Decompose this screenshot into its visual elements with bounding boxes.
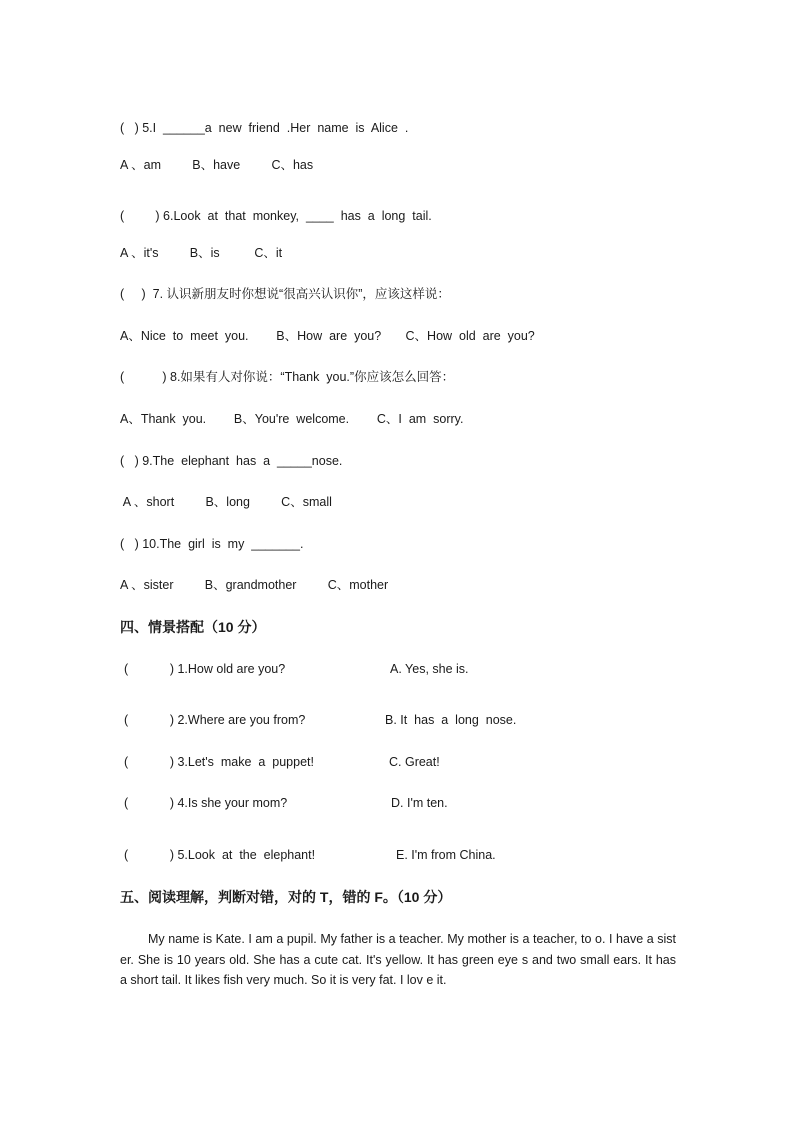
match-option-e: E. I'm from China.: [396, 848, 496, 862]
question-7-stem: ( ) 7. 认识新朋友时你想说“很高兴认识你”，应该这样说：: [120, 287, 450, 301]
match-item-3-question: ( ) 3.Let's make a puppet!: [124, 755, 314, 769]
match-item-2-question: ( ) 2.Where are you from?: [124, 713, 306, 727]
reading-passage: [120, 929, 676, 991]
match-option-c: C. Great!: [389, 755, 440, 769]
question-8-options: A、Thank you. B、You're welcome. C、I am sorry.: [120, 412, 464, 426]
question-9-options: A 、short B、long C、small: [120, 495, 332, 509]
question-7-options: A、Nice to meet you. B、How are you? C、How old are you?: [120, 329, 535, 343]
match-item-4-question: ( ) 4.Is she your mom?: [124, 796, 288, 810]
question-6-options: A 、it's B、is C、it: [120, 246, 283, 260]
match-item-5-question: ( ) 5.Look at the elephant!: [124, 848, 316, 862]
match-item-1-question: ( ) 1.How old are you?: [124, 662, 286, 676]
question-6-stem: ( ) 6.Look at that monkey, ____ has a long tail.: [120, 209, 432, 223]
section-4-heading: 四、情景搭配（10 分）: [120, 619, 266, 635]
question-5-stem: ( ) 5.I ______a new friend .Her name is Alice .: [120, 121, 409, 135]
match-option-b: B. It has a long nose.: [385, 713, 517, 727]
question-10-options: A 、sister B、grandmother C、mother: [120, 578, 389, 592]
section-5-heading: 五、阅读理解，判断对错，对的 T，错的 F。（10 分）: [120, 889, 452, 905]
question-10-stem: ( ) 10.The girl is my _______.: [120, 537, 304, 551]
question-5-options: A 、am B、have C、has: [120, 158, 314, 172]
question-9-stem: ( ) 9.The elephant has a _____nose.: [120, 454, 343, 468]
match-option-a: A. Yes, she is.: [390, 662, 469, 676]
question-8-stem: ( ) 8.如果有人对你说：“Thank you.”你应该怎么回答：: [120, 370, 455, 384]
match-option-d: D. I'm ten.: [391, 796, 448, 810]
reading-passage-text: My name is Kate. I am a pupil. My father is a teacher. My mother is a teacher, to o. I have a sister. She is 10 years old. She has a cute cat. It's yellow. It has green eye s and two small ears. It has a short tail. It likes fish very much. So it is very fat. I lov e it.: [120, 932, 676, 987]
